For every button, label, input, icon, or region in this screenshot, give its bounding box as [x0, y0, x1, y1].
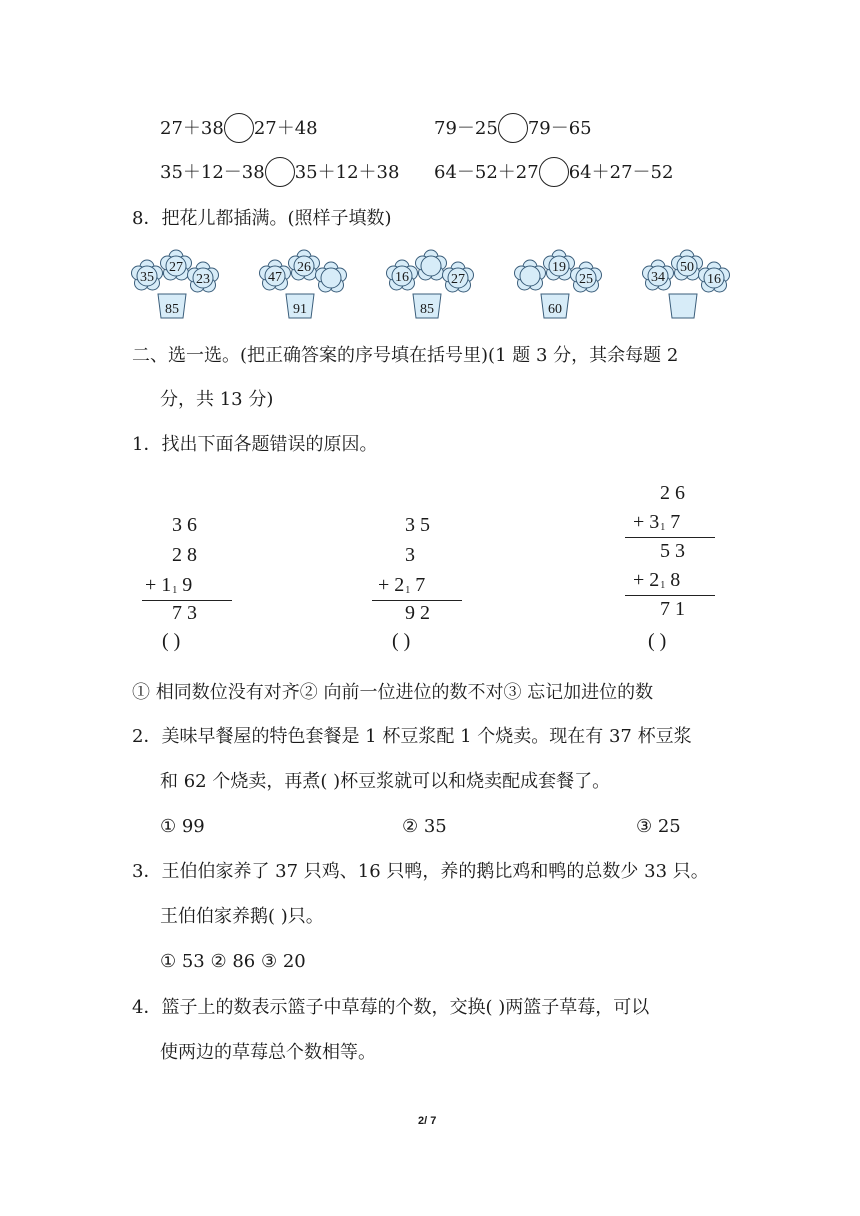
calc-c-row1: 2 6 [660, 482, 685, 504]
calc-a-row3 [145, 574, 192, 597]
calc-a-row3-digit: 9 [177, 574, 193, 596]
calc-c-row4 [633, 569, 680, 592]
compare-left: 79－25 [434, 118, 498, 139]
calc-c-row2 [633, 511, 680, 534]
carry-digit: 1 [172, 585, 178, 596]
q2-line2: 和 62 个烧卖，再煮( )杯豆浆就可以和烧卖配成套餐了。 [160, 771, 611, 792]
flower-2-top: 26 [297, 260, 311, 275]
flower-1-right: 23 [196, 272, 210, 287]
calc-a-answer-blank[interactable]: ( ) [162, 630, 181, 652]
carry-digit: 1 [660, 522, 666, 533]
calc-a-result: 7 3 [172, 602, 197, 624]
flower-2-left: 47 [268, 270, 282, 285]
page-number: 2/ 7 [418, 1115, 437, 1127]
calc-a-row3-plus: + 1 [145, 574, 172, 596]
flower-4-top: 19 [552, 260, 566, 275]
compare-item-4 [434, 162, 673, 184]
q2-option-1[interactable]: ① 99 [160, 816, 205, 837]
calc-c-answer-blank[interactable]: ( ) [648, 630, 667, 652]
q4-line1: 4．篮子上的数表示篮子中草莓的个数，交换( )两篮子草莓，可以 [132, 997, 650, 1018]
compare-item-3 [160, 162, 399, 184]
flower-1-top: 27 [169, 260, 183, 275]
calc-b-rule [372, 600, 462, 601]
q1-reasons: ① 相同数位没有对齐② 向前一位进位的数不对③ 忘记加进位的数 [132, 682, 654, 703]
q2-option-2[interactable]: ② 35 [402, 816, 447, 837]
calc-c-result: 7 1 [660, 598, 685, 620]
compare-left: 27＋38 [160, 118, 224, 139]
section2-heading-line1: 二、选一选。(把正确答案的序号填在括号里)(1 题 3 分，其余每题 2 [132, 345, 679, 366]
q2-line1: 2．美味早餐屋的特色套餐是 1 杯豆浆配 1 个烧卖。现在有 37 杯豆浆 [132, 726, 692, 747]
calc-b-row1: 3 5 [405, 514, 430, 536]
q3-line1: 3．王伯伯家养了 37 只鸡、16 只鸭，养的鹅比鸡和鸭的总数少 33 只。 [132, 861, 709, 882]
calc-b-row2: 3 [405, 544, 415, 566]
pot-3-value: 85 [420, 302, 434, 317]
q4-line2: 使两边的草莓总个数相等。 [160, 1042, 376, 1063]
q2-option-3[interactable]: ③ 25 [636, 816, 681, 837]
compare-right: 35＋12＋38 [294, 162, 400, 183]
compare-item-2 [434, 118, 592, 140]
calc-c-row3: 5 3 [660, 540, 685, 562]
section2-heading-line2: 分，共 13 分) [160, 389, 274, 410]
compare-item-1 [160, 118, 318, 140]
compare-right: 79－65 [527, 118, 592, 139]
flower-5-left: 34 [651, 270, 665, 285]
carry-digit: 1 [405, 585, 411, 596]
q8-title: 8．把花儿都插满。(照样子填数) [132, 208, 392, 229]
flower-5-right: 16 [707, 272, 721, 287]
pot-1-value: 85 [165, 302, 179, 317]
calc-c-row4-digit: 8 [665, 569, 681, 591]
flower-4-right: 25 [579, 272, 593, 287]
calc-b-row3-plus: + 2 [378, 574, 405, 596]
compare-circle[interactable] [539, 157, 569, 187]
flower-3-right: 27 [451, 272, 465, 287]
flower-1-left: 35 [140, 270, 154, 285]
calc-c-rule-2 [625, 595, 715, 596]
compare-circle[interactable] [265, 157, 295, 187]
compare-right: 27＋48 [253, 118, 318, 139]
calc-c-rule-1 [625, 537, 715, 538]
flower-5-top: 50 [680, 260, 694, 275]
q3-options[interactable]: ① 53 ② 86 ③ 20 [160, 951, 306, 972]
calc-b-row3 [378, 574, 425, 597]
calc-a-row1: 3 6 [172, 514, 197, 536]
q1-title: 1．找出下面各题错误的原因。 [132, 434, 378, 455]
compare-circle[interactable] [224, 113, 254, 143]
calc-a-row2: 2 8 [172, 544, 197, 566]
compare-left: 35＋12－38 [160, 162, 265, 183]
calc-b-answer-blank[interactable]: ( ) [392, 630, 411, 652]
flower-pots [120, 248, 740, 324]
carry-digit: 1 [660, 580, 666, 591]
calc-c-row4-plus: + 2 [633, 569, 660, 591]
pot-2-value: 91 [293, 302, 307, 317]
compare-left: 64－52＋27 [434, 162, 539, 183]
calc-b-row3-digit: 7 [410, 574, 426, 596]
flower-3-left: 16 [395, 270, 409, 285]
calc-c-row2-plus: + 3 [633, 511, 660, 533]
compare-circle[interactable] [498, 113, 528, 143]
compare-right: 64＋27－52 [568, 162, 674, 183]
calc-c-row2-digit: 7 [665, 511, 681, 533]
pot-4-value: 60 [548, 302, 562, 317]
q3-line2: 王伯伯家养鹅( )只。 [160, 906, 324, 927]
calc-b-result: 9 2 [405, 602, 430, 624]
calc-a-rule [142, 600, 232, 601]
